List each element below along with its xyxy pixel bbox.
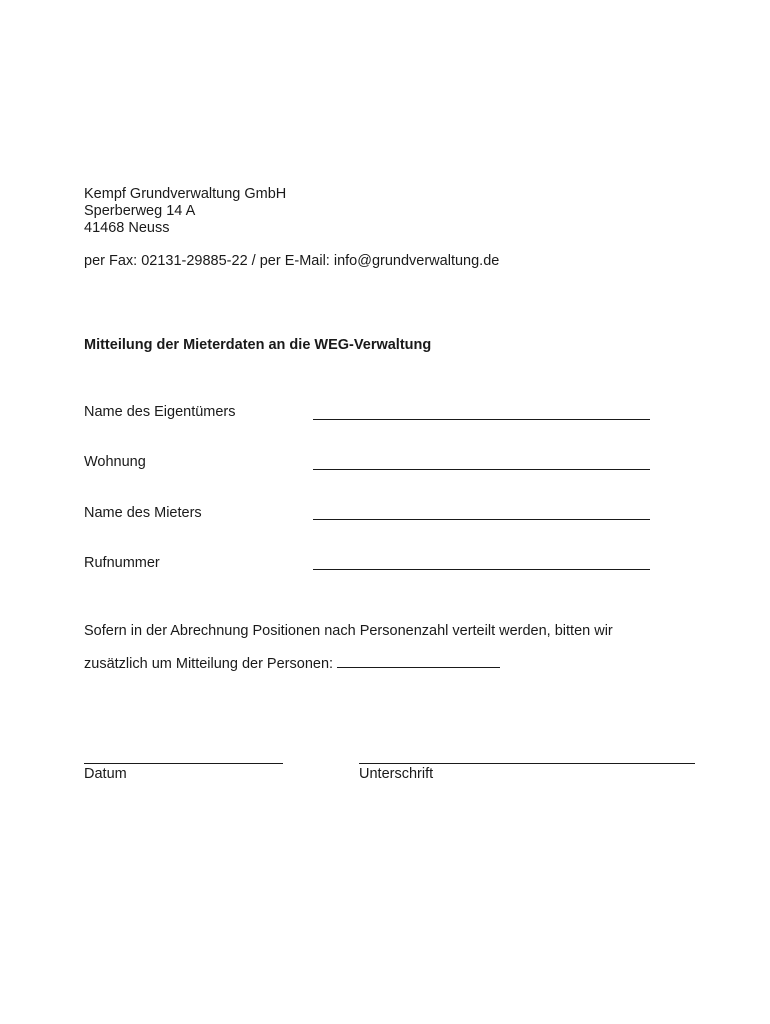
field-line-owner-name[interactable] [313,419,650,420]
paragraph-line-2 [84,656,500,672]
sender-address [84,186,286,237]
paragraph-line-1: Sofern in der Abrechnung Positionen nach Personenzahl verteilt werden, bitten wir [84,623,613,639]
date-line[interactable] [84,763,283,764]
contact-line: per Fax: 02131-29885-22 / per E-Mail: info@grundverwaltung.de [84,253,500,269]
sender-street: Sperberweg 14 A [84,203,196,219]
signature-label: Unterschrift [359,766,434,782]
sender-city: 41468 Neuss [84,220,170,236]
sender-company: Kempf Grundverwaltung GmbH [84,186,287,202]
persons-label: zusätzlich um Mitteilung der Personen: [84,656,334,672]
field-label-apartment: Wohnung [84,454,146,470]
persons-count-line[interactable] [337,667,500,668]
field-label-phone: Rufnummer [84,555,160,571]
document-title: Mitteilung der Mieterdaten an die WEG-Verwaltung [84,337,432,353]
date-label: Datum [84,766,127,782]
signature-line[interactable] [359,763,695,764]
field-line-apartment[interactable] [313,469,650,470]
field-label-owner-name: Name des Eigentümers [84,404,236,420]
field-line-phone[interactable] [313,569,650,570]
field-label-tenant-name: Name des Mieters [84,505,202,521]
field-line-tenant-name[interactable] [313,519,650,520]
